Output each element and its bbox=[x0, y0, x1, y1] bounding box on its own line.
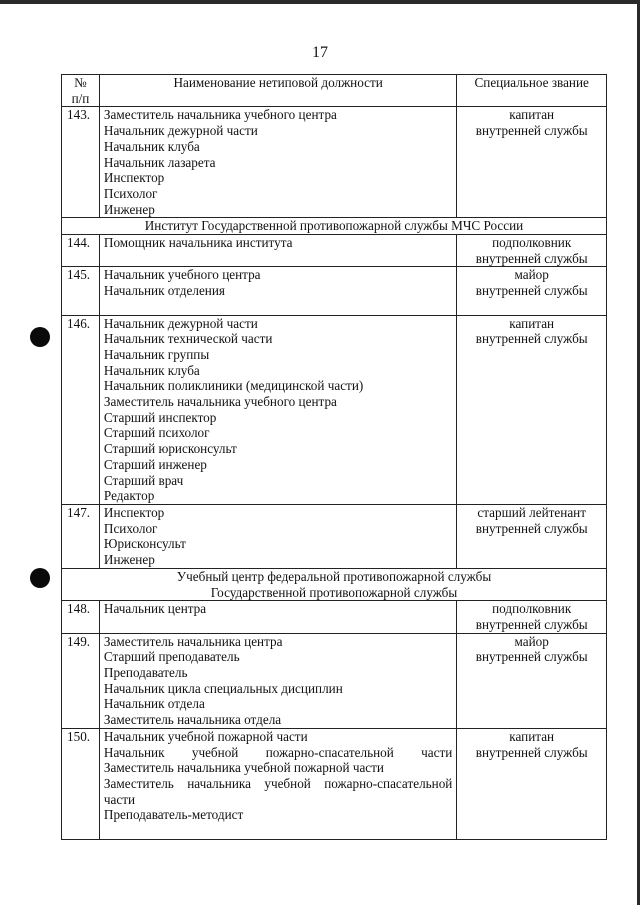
justified-line-tail: части bbox=[103, 791, 136, 807]
row-number: 147. bbox=[62, 504, 100, 568]
row-number: 146. bbox=[62, 315, 100, 504]
section-heading: Учебный центр федеральной противопожарной службы Государственной противопожарной службы bbox=[62, 568, 607, 600]
header-position: Наименование нетиповой должности bbox=[99, 75, 456, 107]
table-header-row bbox=[62, 75, 607, 107]
row-rank: капитан внутренней службы bbox=[457, 107, 607, 218]
positions-table bbox=[61, 74, 607, 840]
table-row bbox=[62, 107, 607, 218]
row-positions: Заместитель начальника центра Старший преподаватель Преподаватель Начальник цикла специальных дисциплин Начальник отдела Заместитель начальника отдела bbox=[99, 633, 456, 728]
header-rank: Специальное звание bbox=[457, 75, 607, 107]
section-heading-row bbox=[62, 568, 607, 600]
row-number: 144. bbox=[62, 235, 100, 267]
punch-hole bbox=[30, 568, 50, 588]
row-number: 150. bbox=[62, 728, 100, 839]
row-rank: капитан внутренней службы bbox=[457, 315, 607, 504]
justified-line: Начальник учебной пожарно-спасательной части bbox=[103, 744, 453, 760]
row-positions: Начальник учебной пожарной части Начальник учебной пожарно-спасательной части Заместитель начальника учебной пожарной части Заместитель начальника учебной пожарно-спасательной части Преподаватель-методист bbox=[99, 728, 456, 839]
table-row bbox=[62, 728, 607, 839]
row-number: 149. bbox=[62, 633, 100, 728]
section-heading: Институт Государственной противопожарной службы МЧС России bbox=[62, 218, 607, 235]
table-row bbox=[62, 601, 607, 633]
row-positions: Начальник дежурной части Начальник технической части Начальник группы Начальник клуба Начальник поликлиники (медицинской части) Заместитель начальника учебного центра Старший инспектор Старший психолог Старший юрисконсульт Старший инженер Старший врач Редактор bbox=[99, 315, 456, 504]
header-number: № п/п bbox=[62, 75, 100, 107]
row-rank: подполковник внутренней службы bbox=[457, 235, 607, 267]
row-number: 148. bbox=[62, 601, 100, 633]
row-number: 145. bbox=[62, 267, 100, 315]
scan-edge-top bbox=[0, 0, 640, 4]
justified-line-split: Заместитель начальника учебной пожарно-спасательной bbox=[103, 775, 453, 791]
row-positions: Начальник учебного центра Начальник отделения bbox=[99, 267, 456, 315]
section-heading-row bbox=[62, 218, 607, 235]
row-positions: Помощник начальника института bbox=[99, 235, 456, 267]
row-number: 143. bbox=[62, 107, 100, 218]
row-rank: подполковник внутренней службы bbox=[457, 601, 607, 633]
table-row bbox=[62, 235, 607, 267]
row-rank: капитан внутренней службы bbox=[457, 728, 607, 839]
row-positions: Заместитель начальника учебного центра Начальник дежурной части Начальник клуба Начальник лазарета Инспектор Психолог Инженер bbox=[99, 107, 456, 218]
page-number: 17 bbox=[312, 44, 328, 61]
table-row bbox=[62, 504, 607, 568]
punch-hole bbox=[30, 327, 50, 347]
row-rank: майор внутренней службы bbox=[457, 267, 607, 315]
table-row bbox=[62, 267, 607, 315]
row-positions: Инспектор Психолог Юрисконсульт Инженер bbox=[99, 504, 456, 568]
row-rank: майор внутренней службы bbox=[457, 633, 607, 728]
row-positions: Начальник центра bbox=[99, 601, 456, 633]
table-row bbox=[62, 315, 607, 504]
table-row bbox=[62, 633, 607, 728]
row-rank: старший лейтенант внутренней службы bbox=[457, 504, 607, 568]
